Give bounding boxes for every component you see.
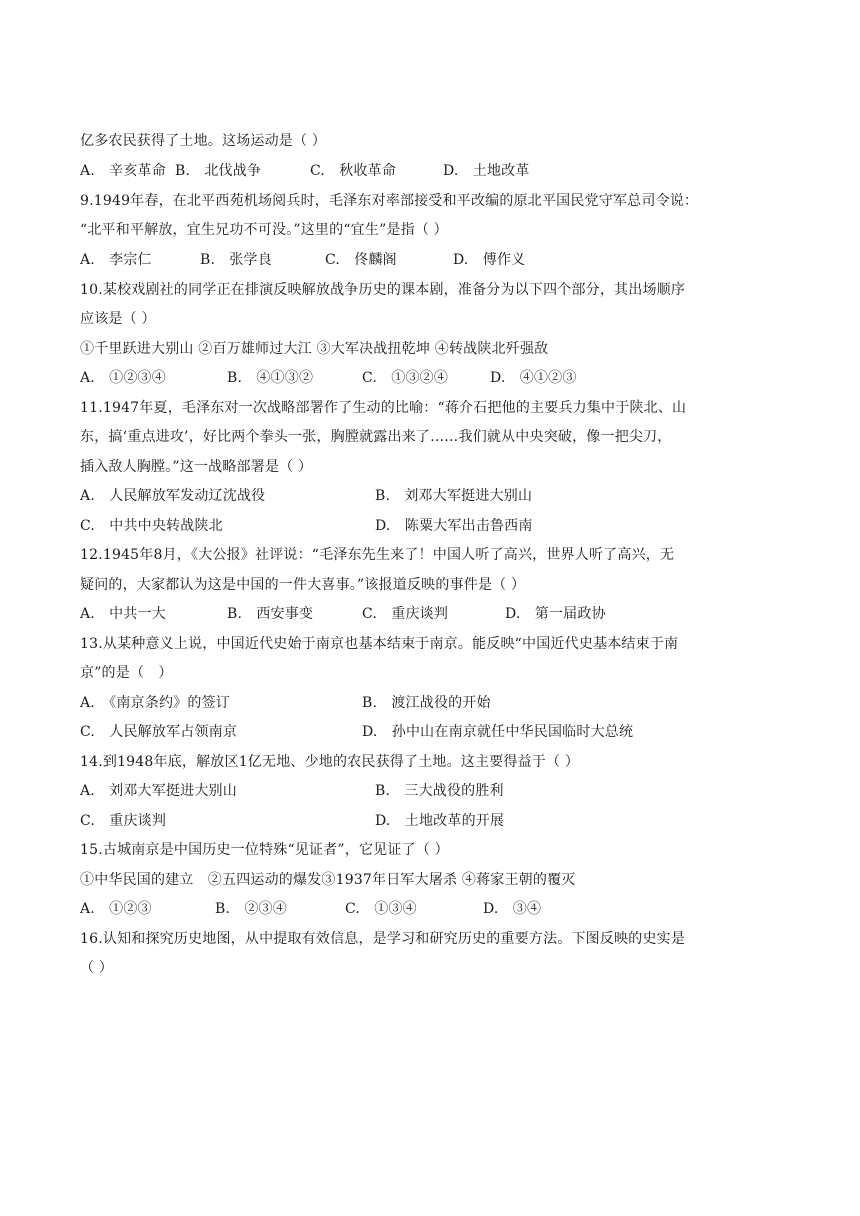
q10-items: ①千里跃进大别山 ②百万雄师过大江 ③大军决战扭乾坤 ④转战陕北歼强敌 [80, 341, 549, 357]
q8-option-b: B. 北伐战争 [175, 163, 262, 179]
q9-option-b: B. 张学良 [200, 252, 272, 268]
q12-options [80, 605, 606, 623]
q8-stem-tail: 亿多农民获得了土地。这场运动是（ ） [80, 133, 327, 149]
q13-option-a: A. 《南京条约》的签订 [80, 695, 230, 711]
q11-stem-line2: 东，搞‘重点进攻’，好比两个拳头一张，胸膛就露出来了……我们就从中央突破，像一把尖刀， [80, 429, 672, 445]
q15-option-d: D. ③④ [483, 901, 542, 917]
q11-option-d: D. 陈粟大军出击鲁西南 [375, 518, 533, 534]
q14-option-c: C. 重庆谈判 [80, 813, 167, 829]
q15-items: ①中华民国的建立 ②五四运动的爆发③1937年日军大屠杀 ④蒋家王朝的覆灭 [80, 872, 576, 888]
q13-options-row2 [80, 723, 633, 741]
q11-stem-line3: 插入敌人胸膛。”这一战略部署是（ ） [80, 459, 313, 475]
q9-option-c: C. 佟麟阁 [325, 252, 397, 268]
q12-option-b: B. 西安事变 [227, 606, 314, 622]
q10-option-b: B. ④①③② [227, 370, 314, 386]
q11-option-c: C. 中共中央转战陕北 [80, 518, 223, 534]
q8-option-d: D. 土地改革 [443, 163, 530, 179]
q12-option-a: A. 中共一大 [80, 606, 166, 622]
q14-options-row2 [80, 812, 504, 830]
q15-option-a: A. ①②③ [80, 901, 152, 917]
q15-stem: 15.古城南京是中国历史一位特殊“见证者”，它见证了（ ） [80, 842, 449, 858]
q9-option-d: D. 傅作义 [453, 252, 526, 268]
q13-stem-line2: 京”的是（ ） [80, 665, 173, 681]
q8-option-a: A. 辛亥革命 [80, 163, 166, 179]
q12-stem-line2: 疑问的，大家都认为这是中国的一件大喜事。”该报道反映的事件是（ ） [80, 577, 526, 593]
q9-option-a: A. 李宗仁 [80, 252, 152, 268]
q9-stem-line2: “北平和平解放，宜生兄功不可没。”这里的“宜生”是指（ ） [80, 222, 448, 238]
q13-option-b: B. 渡江战役的开始 [362, 695, 491, 711]
q10-option-c: C. ①③②④ [362, 370, 449, 386]
q11-options-row2 [80, 517, 533, 535]
q11-option-a: A. 人民解放军发动辽沈战役 [80, 488, 266, 504]
q16-stem-line1: 16.认知和探究历史地图，从中提取有效信息，是学习和研究历史的重要方法。下图反映的史实是 [80, 931, 686, 947]
q16-stem-line2: （ ） [80, 960, 114, 976]
q8-option-c: C. 秋收革命 [310, 163, 397, 179]
q12-stem-line1: 12.1945年8月，《大公报》社评说：“毛泽东先生来了！中国人听了高兴，世界人听了高兴，无 [80, 547, 675, 563]
q13-option-d: D. 孙中山在南京就任中华民国临时大总统 [362, 724, 634, 740]
q11-stem-line1: 11.1947年夏，毛泽东对一次战略部署作了生动的比喻：“蒋介石把他的主要兵力集中于陕北、山 [80, 400, 687, 416]
q10-option-a: A. ①②③④ [80, 370, 166, 386]
q10-stem-line2: 应该是（ ） [80, 311, 156, 327]
q11-options-row1 [80, 487, 532, 505]
q13-option-c: C. 人民解放军占领南京 [80, 724, 238, 740]
q12-option-c: C. 重庆谈判 [362, 606, 449, 622]
q10-options [80, 369, 577, 387]
q10-stem-line1: 10.某校戏剧社的同学正在排演反映解放战争历史的课本剧，准备分为以下四个部分，其出场顺序 [80, 282, 686, 298]
q14-option-b: B. 三大战役的胜利 [375, 783, 504, 799]
q9-options [80, 251, 525, 269]
q14-option-d: D. 土地改革的开展 [375, 813, 505, 829]
q15-options [80, 900, 541, 918]
q9-stem-line1: 9.1949年春，在北平西苑机场阅兵时，毛泽东对率部接受和平改编的原北平国民党守军总司令说： [80, 193, 699, 209]
q14-options-row1 [80, 782, 504, 800]
q14-option-a: A. 刘邓大军挺进大别山 [80, 783, 237, 799]
q12-option-d: D. 第一届政协 [505, 606, 606, 622]
q14-stem: 14.到1948年底，解放区1亿无地、少地的农民获得了土地。这主要得益于（ ） [80, 754, 580, 770]
q10-option-d: D. ④①②③ [490, 370, 577, 386]
q15-option-b: B. ②③④ [215, 901, 287, 917]
q15-option-c: C. ①③④ [345, 901, 417, 917]
q11-option-b: B. 刘邓大军挺进大别山 [375, 488, 533, 504]
q8-options [80, 162, 530, 180]
q13-options-row1 [80, 694, 491, 712]
q13-stem-line1: 13.从某种意义上说，中国近代史始于南京也基本结束于南京。能反映“中国近代史基本结束于南 [80, 636, 679, 652]
